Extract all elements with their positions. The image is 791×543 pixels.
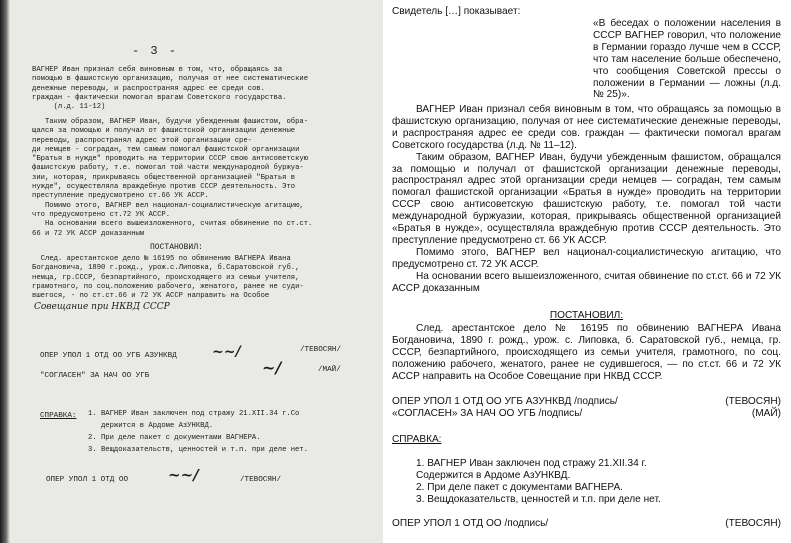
- scan-title: ПОСТАНОВИЛ:: [150, 243, 203, 252]
- scan-paragraph-1: ВАГНЕР Иван признал себя виновным в том, что, обращаясь за помощью в фашистскую организацию, получая от нее систематические денежные переводы, и распространяя адрес ее среди сов. граждан - фактически помогал врагам Советского государства. (л.д. 11-12): [32, 66, 309, 112]
- spravka-item-3: 3. Вещдоказательств, ценностей и т.п. при деле нет.: [416, 493, 661, 505]
- scan-signature-2-label: "СОГЛАСЕН" ЗА НАЧ ОО УГБ: [40, 372, 150, 380]
- scan-signature-1-label: ОПЕР УПОЛ 1 ОТД ОО УГБ АЗУНКВД: [40, 352, 177, 360]
- signature-2-label: «СОГЛАСЕН» ЗА НАЧ ОО УГБ /подпись/: [392, 408, 583, 419]
- scan-page-edge: [0, 0, 10, 543]
- scan-signature-1-scribble: ~~/: [212, 344, 241, 360]
- signature-1-name: (ТЕВОСЯН): [725, 396, 781, 407]
- scan-signature-3-label: ОПЕР УПОЛ 1 ОТД ОО: [46, 476, 129, 484]
- scanned-document-image: [0, 0, 383, 543]
- resolution-title: ПОСТАНОВИЛ:: [549, 310, 624, 321]
- paragraph-conclusion: Таким образом, ВАГНЕР Иван, будучи убежденным фашистом, обращался за помощью и получал от фашистской организации денежные переводы, распространял адрес этой организации среди немцев — соградан, тем самым помогал фашистской организации «Братья в нужде» проводить на территории СССР свою антисоветскую фашистскую работу, т.е. помогал той части международной буржуазии, которая, прикрываясь общественной организацией «Братья в нужде», осуществляла враждебную против СССР деятельность. Это преступление предусмотрено ст. 66 УК АССР.: [392, 151, 781, 246]
- scan-handwritten-note: Совещание при НКВД СССР: [34, 302, 170, 312]
- witness-heading: Свидетель […] показывает:: [392, 6, 521, 17]
- paragraph-agitation: Помимо этого, ВАГНЕР вел национал-социалистическую агитацию, что предусмотрено ст. 72 УК АССР.: [392, 246, 781, 270]
- spravka-label: СПРАВКА:: [392, 434, 442, 445]
- scan-spravka-label: СПРАВКА:: [40, 412, 77, 420]
- signature-3-name: (ТЕВОСЯН): [725, 518, 781, 529]
- scan-page-number: - 3 -: [132, 44, 179, 58]
- spravka-list: [416, 458, 776, 506]
- scan-paragraph-3: След. арестантское дело № 16195 по обвинению ВАГНЕРА Ивана Богдановича, 1890 г.рожд., урож.с.Липовка, б.Саратовской губ., немца, гр.СССР, безпартийного, происходящего из семьи учителя, грамотного, по соц.положению рабочего, женатого, ранее не суди- вшегося, - по ст.ст.66 и 72 УК АССР направить на Особое: [32, 255, 304, 301]
- witness-quote: «В беседах о положении населения в СССР ВАГНЕР говорил, что положение в Германии гораздо лучше чем в СССР, что там население больше обеспечено, что сообщения Советской прессы о положении в Германии — ложны (л.д. № 25)».: [593, 18, 781, 101]
- scan-signature-3-scribble: ~~/: [168, 466, 199, 484]
- signature-row-1: [392, 396, 781, 408]
- scan-paragraph-2: Таким образом, ВАГНЕР Иван, будучи убежденным фашистом, обра- щался за помощью и получал от фашистской организации денежные переводы, распространял адрес этой организации сре- ди немцев - соградан, тем самым помогал фашистской организации "Братья в нужде" проводить на территории СССР свою антисоветскую фашистскую работу, т.е. помогал той части международной буржуа- зии, которая, прикрываясь общественной организацией "Братья в нужде", осуществляла враждебную против СССР деятельность. Это преступление предусмотрено ст.66 УК АССР. Помимо этого, ВАГНЕР вел национал-социалистическую агитацию, что предусмотрено ст.72 УК АССР. На основании всего вышеизложенного, считая обвинение по ст.ст. 66 и 72 УК АССР доказанным: [32, 118, 313, 238]
- signature-2-name: (МАЙ): [751, 408, 781, 419]
- signature-row-3: [392, 518, 781, 530]
- scan-spravka-lines: 1. ВАГНЕР Иван заключен под стражу 21.XII.34 г.Со держится в Ардоме АзУНКВД. 2. При деле пакет с документами ВАГНЕРА. 3. Вещдоказательств, ценностей и т.п. при деле нет.: [88, 410, 308, 454]
- scan-signature-3-name: /ТЕВОСЯН/: [240, 476, 282, 484]
- signature-row-2: [392, 408, 781, 420]
- paragraph-resolution: След. арестантское дело № 16195 по обвинению ВАГНЕРА Ивана Богдановича, 1890 г. рожд., урож. с. Липовка, б. Саратовской губ., немца, гр. СССР, безпартийного, происходящего из семьи учителя, грамотного, по соц. положению рабочего, женатого, ранее не судившегося, — по ст.ст. 66 и 72 УК АССР направить на Особое Совещание при НКВД СССР.: [392, 323, 781, 382]
- paragraph-admission: ВАГНЕР Иван признал себя виновным в том, что обращаясь за помощью в фашистскую организацию, получая от нее систематические денежные переводы, и распространяя адрес ее среди сов. граждан — фактически помогал врагам Советского государства (л.д. № 11–12).: [392, 104, 781, 151]
- spravka-item-1: 1. ВАГНЕР Иван заключен под стражу 21.XII.34 г.: [416, 458, 647, 469]
- transcript-body: [392, 104, 781, 295]
- transcript-panel: [392, 0, 784, 543]
- signature-3-label: ОПЕР УПОЛ 1 ОТД ОО /подпись/: [392, 518, 549, 529]
- spravka-item-2: 2. При деле пакет с документами ВАГНЕРА.: [416, 481, 623, 493]
- spravka-item-1-continued: Содержится в Ардоме АзУНКВД.: [416, 469, 571, 481]
- scan-signature-2-name: /МАЙ/: [318, 366, 341, 374]
- signature-1-label: ОПЕР УПОЛ 1 ОТД ОО УГБ АЗУНКВД /подпись/: [392, 396, 618, 407]
- paragraph-basis: На основании всего вышеизложенного, считая обвинение по ст.ст. 66 и 72 УК АССР доказанным: [392, 270, 781, 294]
- scan-signature-1-name: /ТЕВОСЯН/: [300, 346, 342, 354]
- scan-signature-2-scribble: ~/: [262, 358, 282, 377]
